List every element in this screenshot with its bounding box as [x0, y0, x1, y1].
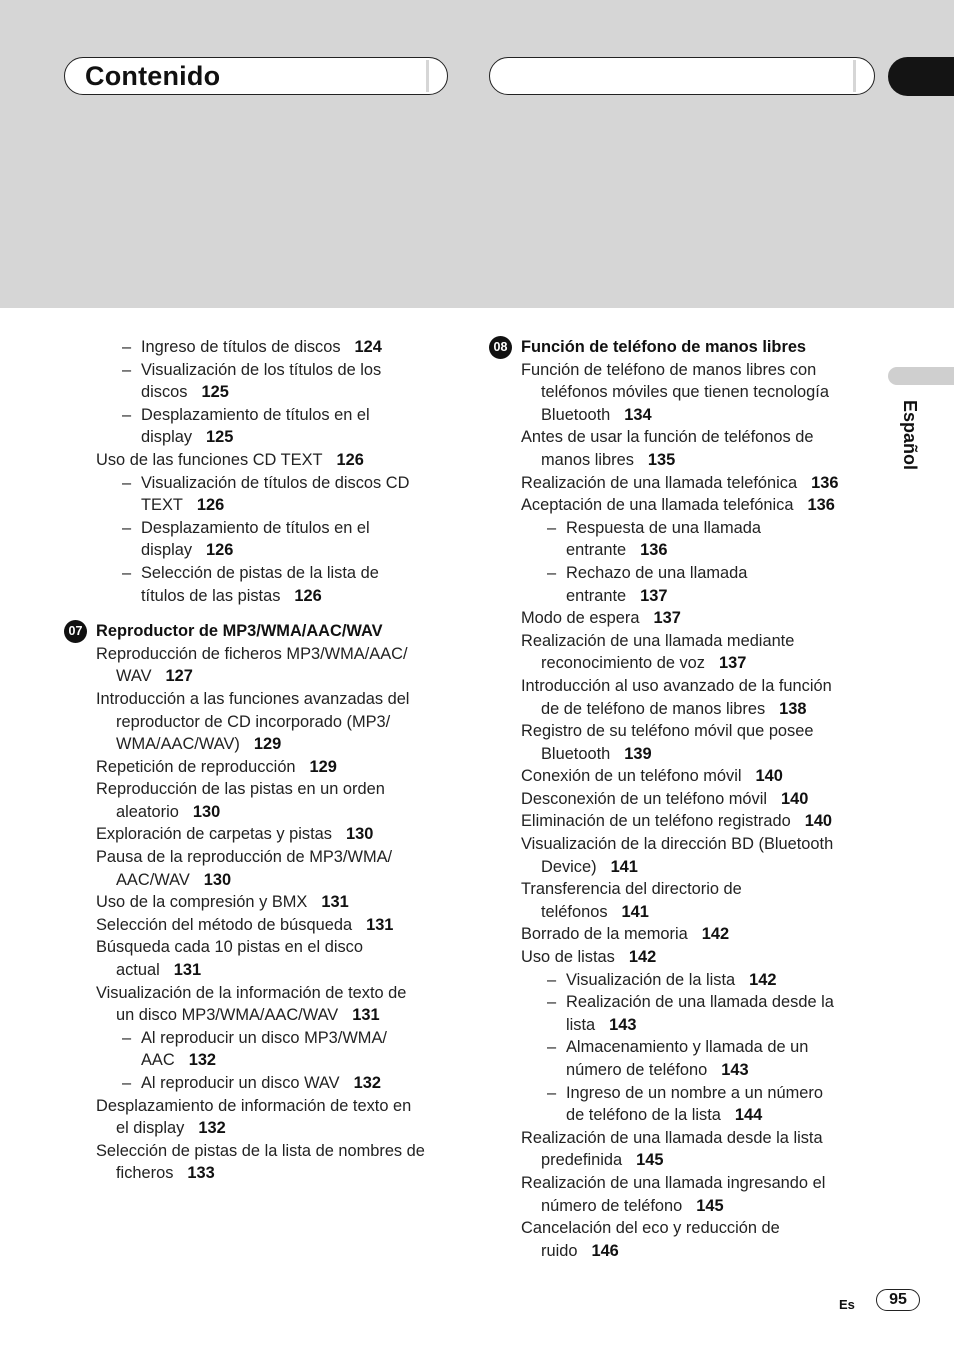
toc-line — [64, 1004, 464, 1027]
toc-entry-title-cont: AAC — [141, 1051, 175, 1070]
toc-entry[interactable] — [489, 1127, 869, 1150]
toc-entry-title: Repetición de reproducción — [96, 757, 296, 776]
language-label: Español — [900, 400, 920, 471]
toc-entry[interactable] — [489, 720, 869, 743]
dash-bullet: – — [122, 405, 132, 424]
footer-language-code: Es — [839, 1297, 855, 1312]
toc-entry[interactable] — [489, 359, 869, 382]
toc-entry[interactable] — [489, 607, 869, 630]
toc-entry-title: Registro de su teléfono móvil que posee — [521, 722, 814, 741]
toc-page-number: 127 — [165, 667, 193, 686]
toc-entry-title-cont: entrante — [566, 586, 627, 605]
toc-entry[interactable] — [64, 846, 464, 869]
toc-page-number: 142 — [749, 970, 777, 989]
header-band — [0, 0, 954, 308]
toc-page-number: 125 — [206, 428, 234, 447]
toc-entry[interactable] — [64, 914, 464, 937]
toc-entry-title: Selección de pistas de la lista de nombres de — [96, 1141, 425, 1160]
toc-entry-title-cont: WMA/AAC/WAV) — [116, 735, 240, 754]
toc-entry[interactable] — [64, 891, 464, 914]
toc-line — [489, 381, 869, 404]
toc-entry-title-cont: display — [141, 428, 193, 447]
toc-line — [64, 1049, 464, 1072]
dash-bullet: – — [122, 518, 132, 537]
toc-entry[interactable] — [64, 1072, 464, 1095]
toc-page-number: 142 — [628, 948, 657, 967]
toc-entry-title-cont: actual — [116, 961, 160, 980]
toc-line — [64, 959, 464, 982]
toc-entry-title: Transferencia del directorio de — [521, 880, 742, 899]
toc-entry[interactable] — [64, 778, 464, 801]
toc-line — [64, 869, 464, 892]
toc-page-number: 140 — [804, 812, 833, 831]
toc-page-number: 129 — [253, 735, 282, 754]
toc-entry-title-cont: teléfonos móviles que tienen tecnología — [541, 383, 829, 402]
toc-entry[interactable] — [489, 969, 869, 992]
toc-entry[interactable] — [64, 562, 464, 585]
toc-entry[interactable] — [64, 1095, 464, 1118]
dash-bullet: – — [547, 518, 557, 537]
toc-entry-title-cont: display — [141, 541, 193, 560]
toc-entry[interactable] — [489, 1082, 869, 1105]
toc-page-number: 134 — [624, 405, 652, 424]
toc-entry-title: Visualización de la lista — [566, 970, 736, 989]
toc-page-number: 136 — [807, 496, 835, 515]
toc-entry-title-cont: Bluetooth — [541, 405, 611, 424]
toc-page-number: 132 — [188, 1051, 217, 1070]
toc-page-number: 137 — [719, 654, 747, 673]
toc-entry-title-cont: reconocimiento de voz — [541, 654, 705, 673]
toc-entry[interactable] — [489, 472, 869, 495]
toc-entry-title-cont: lista — [566, 1015, 596, 1034]
toc-entry[interactable] — [64, 1140, 464, 1163]
toc-entry-title: Rechazo de una llamada — [566, 563, 748, 582]
toc-page-number: 141 — [621, 902, 649, 921]
toc-page-number: 131 — [173, 961, 202, 980]
toc-entry-title-cont: Bluetooth — [541, 744, 611, 763]
toc-line — [489, 901, 869, 924]
toc-page-number: 126 — [336, 450, 364, 469]
toc-line — [64, 1117, 464, 1140]
toc-entry-title-cont: WAV — [116, 667, 152, 686]
toc-entry-title-cont: número de teléfono — [541, 1196, 683, 1215]
title-box-notch — [426, 60, 429, 92]
toc-line — [489, 652, 869, 675]
toc-entry-title: Introducción a las funciones avanzadas del — [96, 689, 410, 708]
toc-right-column — [489, 336, 869, 1262]
toc-entry-title: Cancelación del eco y reducción de — [521, 1219, 780, 1238]
toc-entry[interactable] — [489, 1217, 869, 1240]
toc-entry-title: Realización de una llamada mediante — [521, 631, 795, 650]
toc-entry-title: Desplazamiento de información de texto en — [96, 1096, 412, 1115]
toc-line — [64, 381, 464, 404]
toc-page-number: 130 — [192, 802, 221, 821]
toc-entry-title: Exploración de carpetas y pistas — [96, 825, 332, 844]
toc-entry-title: Antes de usar la función de teléfonos de — [521, 428, 814, 447]
toc-page-number: 144 — [734, 1106, 763, 1125]
toc-line — [489, 449, 869, 472]
toc-page-number: 130 — [203, 870, 232, 889]
dash-bullet: – — [122, 473, 132, 492]
toc-line — [64, 733, 464, 756]
toc-line — [64, 426, 464, 449]
toc-entry-title: Desplazamiento de títulos en el — [141, 405, 370, 424]
section-title: Reproductor de MP3/WMA/AAC/WAV — [96, 622, 383, 641]
dash-bullet: – — [547, 970, 557, 989]
toc-line — [489, 1059, 869, 1082]
toc-entry-title: Selección de pistas de la lista de — [141, 563, 379, 582]
toc-entry-title: Uso de listas — [521, 948, 615, 967]
toc-entry[interactable] — [64, 404, 464, 427]
toc-entry-title: Uso de la compresión y BMX — [96, 893, 308, 912]
toc-entry-title-cont: discos — [141, 383, 188, 402]
toc-entry-title: Aceptación de una llamada telefónica — [521, 496, 794, 515]
blank-box-notch — [853, 60, 856, 92]
toc-entry-title: Pausa de la reproducción de MP3/WMA/ — [96, 848, 393, 867]
toc-entry-title: Al reproducir un disco MP3/WMA/ — [141, 1028, 387, 1047]
section-heading — [489, 336, 869, 359]
dash-bullet: – — [547, 993, 557, 1012]
toc-page-number: 131 — [352, 1006, 380, 1025]
toc-entry-title: Visualización de la dirección BD (Bluetooth — [521, 835, 834, 854]
toc-entry-title: Respuesta de una llamada — [566, 518, 761, 537]
toc-line — [64, 1162, 464, 1185]
toc-entry-title: Almacenamiento y llamada de un — [566, 1038, 809, 1057]
dash-bullet: – — [122, 1028, 132, 1047]
toc-line — [489, 743, 869, 766]
toc-page-number: 140 — [755, 767, 783, 786]
toc-page-number: 139 — [624, 744, 652, 763]
toc-page-number: 132 — [353, 1074, 381, 1092]
toc-page-number: 126 — [206, 541, 234, 560]
toc-entry-title-cont: entrante — [566, 541, 627, 560]
toc-entry[interactable] — [64, 688, 464, 711]
toc-page-number: 136 — [811, 473, 839, 492]
toc-entry[interactable] — [489, 810, 869, 833]
toc-page-number: 124 — [354, 338, 382, 356]
toc-entry[interactable] — [64, 982, 464, 1005]
toc-entry[interactable] — [64, 756, 464, 779]
dash-bullet: – — [547, 1083, 557, 1102]
toc-entry-title-cont: teléfonos — [541, 902, 608, 921]
toc-entry[interactable] — [64, 1027, 464, 1050]
toc-entry-title-cont: manos libres — [541, 450, 634, 469]
toc-entry-title-cont: número de teléfono — [566, 1061, 708, 1079]
dash-bullet: – — [547, 563, 557, 582]
toc-page-number: 131 — [321, 893, 349, 912]
toc-entry-title: Realización de una llamada ingresando el — [521, 1173, 826, 1192]
toc-entry-title: Al reproducir un disco WAV — [141, 1074, 340, 1092]
toc-line — [489, 585, 869, 608]
page-number: 95 — [876, 1289, 920, 1311]
toc-page-number: 137 — [640, 586, 668, 605]
toc-entry[interactable] — [64, 823, 464, 846]
toc-entry-title: Borrado de la memoria — [521, 925, 688, 944]
toc-line — [489, 1104, 869, 1127]
toc-entry[interactable] — [489, 1172, 869, 1195]
toc-entry[interactable] — [489, 946, 869, 969]
toc-page-number: 138 — [779, 699, 807, 718]
toc-entry[interactable] — [489, 878, 869, 901]
toc-entry-title: Búsqueda cada 10 pistas en el disco — [96, 938, 363, 957]
toc-page-number: 142 — [701, 925, 730, 944]
toc-entry-title: Uso de las funciones CD TEXT — [96, 450, 323, 469]
toc-entry-title: Realización de una llamada desde la — [566, 993, 834, 1012]
toc-entry-title: Eliminación de un teléfono registrado — [521, 812, 791, 831]
toc-page-number: 145 — [636, 1151, 664, 1170]
toc-line — [489, 1240, 869, 1263]
toc-line — [489, 856, 869, 879]
toc-line — [489, 539, 869, 562]
toc-line — [64, 711, 464, 734]
toc-line — [64, 585, 464, 608]
toc-entry[interactable] — [489, 494, 869, 517]
toc-entry[interactable] — [64, 336, 464, 359]
toc-entry-title-cont: reproductor de CD incorporado (MP3/ — [116, 712, 391, 731]
toc-entry-title: Ingreso de un nombre a un número — [566, 1083, 823, 1102]
toc-entry-title-cont: TEXT — [141, 496, 183, 515]
toc-entry-title-cont: ficheros — [116, 1164, 174, 1183]
toc-page-number: 135 — [647, 450, 676, 469]
toc-line — [64, 494, 464, 517]
toc-entry-title: Reproducción de ficheros MP3/WMA/AAC/ — [96, 644, 408, 663]
toc-entry[interactable] — [489, 1036, 869, 1059]
toc-entry-title-cont: aleatorio — [116, 802, 179, 821]
toc-entry-title-cont: de de teléfono de manos libres — [541, 699, 766, 718]
toc-entry[interactable] — [64, 517, 464, 540]
toc-entry-title-cont: el display — [116, 1119, 185, 1138]
title-box — [64, 57, 448, 95]
toc-entry-title-cont: predefinida — [541, 1151, 623, 1170]
toc-entry-title-cont: ruido — [541, 1241, 578, 1260]
dash-bullet: – — [122, 360, 132, 379]
toc-page-number: 145 — [696, 1196, 724, 1215]
toc-entry[interactable] — [64, 359, 464, 382]
toc-page-number: 132 — [198, 1119, 226, 1138]
page-title: Contenido — [85, 61, 221, 91]
toc-entry-title: Selección del método de búsqueda — [96, 915, 353, 934]
toc-entry[interactable] — [489, 517, 869, 540]
toc-entry-title-cont: AAC/WAV — [116, 870, 190, 889]
toc-entry-title: Realización de una llamada telefónica — [521, 473, 798, 492]
dash-bullet: – — [122, 1074, 132, 1092]
blank-header-box — [489, 57, 875, 95]
toc-entry-title: Visualización de la información de texto de — [96, 983, 407, 1002]
toc-entry[interactable] — [64, 643, 464, 666]
toc-entry-title-cont: de teléfono de la lista — [566, 1106, 721, 1125]
toc-entry-title: Introducción al uso avanzado de la función — [521, 676, 832, 695]
toc-page-number: 125 — [201, 383, 229, 402]
toc-entry[interactable] — [489, 833, 869, 856]
toc-page-number: 126 — [294, 586, 322, 605]
toc-entry[interactable] — [64, 449, 464, 472]
toc-line — [489, 1195, 869, 1218]
toc-line — [489, 1149, 869, 1172]
toc-entry-title: Reproducción de las pistas en un orden — [96, 780, 385, 799]
toc-line — [489, 698, 869, 721]
toc-line — [64, 665, 464, 688]
toc-line — [489, 404, 869, 427]
toc-line — [64, 801, 464, 824]
section-badge: 08 — [489, 336, 512, 359]
toc-line — [64, 539, 464, 562]
toc-page-number: 130 — [345, 825, 374, 844]
toc-entry-title: Desplazamiento de títulos en el — [141, 518, 370, 537]
toc-entry[interactable] — [489, 562, 869, 585]
toc-entry[interactable] — [489, 765, 869, 788]
toc-entry-title-cont: títulos de las pistas — [141, 586, 281, 605]
toc-entry-title-cont: Device) — [541, 857, 597, 876]
toc-entry-title: Realización de una llamada desde la lista — [521, 1128, 823, 1147]
toc-page-number: 126 — [196, 496, 225, 515]
dash-bullet: – — [547, 1038, 557, 1057]
toc-page-number: 137 — [653, 609, 681, 628]
toc-left-column — [64, 336, 464, 1185]
toc-entry-title-cont: un disco MP3/WMA/AAC/WAV — [116, 1006, 339, 1025]
toc-page-number: 136 — [640, 541, 668, 560]
language-tab-grey — [888, 367, 954, 385]
toc-entry-title: Desconexión de un teléfono móvil — [521, 789, 768, 808]
toc-entry[interactable] — [489, 991, 869, 1014]
toc-entry-title: Ingreso de títulos de discos — [141, 338, 341, 356]
section-badge: 07 — [64, 620, 87, 643]
toc-entry[interactable] — [489, 675, 869, 698]
toc-entry[interactable] — [489, 923, 869, 946]
toc-page-number: 143 — [721, 1061, 749, 1079]
section-title: Función de teléfono de manos libres — [521, 338, 807, 356]
toc-page-number: 133 — [187, 1164, 215, 1183]
toc-entry[interactable] — [64, 472, 464, 495]
toc-entry[interactable] — [64, 936, 464, 959]
toc-entry-title: Visualización de títulos de discos CD — [141, 473, 410, 492]
dash-bullet: – — [122, 563, 132, 582]
toc-page-number: 129 — [309, 757, 337, 776]
toc-page-number: 146 — [591, 1241, 619, 1260]
toc-entry-title: Visualización de los títulos de los — [141, 360, 382, 379]
toc-line — [489, 1014, 869, 1037]
toc-page-number: 141 — [610, 857, 638, 876]
toc-entry[interactable] — [489, 788, 869, 811]
toc-entry-title: Función de teléfono de manos libres con — [521, 360, 817, 379]
toc-entry[interactable] — [489, 630, 869, 653]
toc-page-number: 131 — [366, 915, 394, 934]
section-heading — [64, 620, 464, 643]
section-gap — [64, 607, 464, 620]
toc-page-number: 140 — [781, 789, 809, 808]
toc-entry-title: Modo de espera — [521, 609, 640, 628]
toc-entry[interactable] — [489, 426, 869, 449]
dash-bullet: – — [122, 338, 132, 356]
toc-entry-title: Conexión de un teléfono móvil — [521, 767, 742, 786]
section-tab-black — [888, 57, 954, 96]
toc-page-number: 143 — [609, 1015, 637, 1034]
